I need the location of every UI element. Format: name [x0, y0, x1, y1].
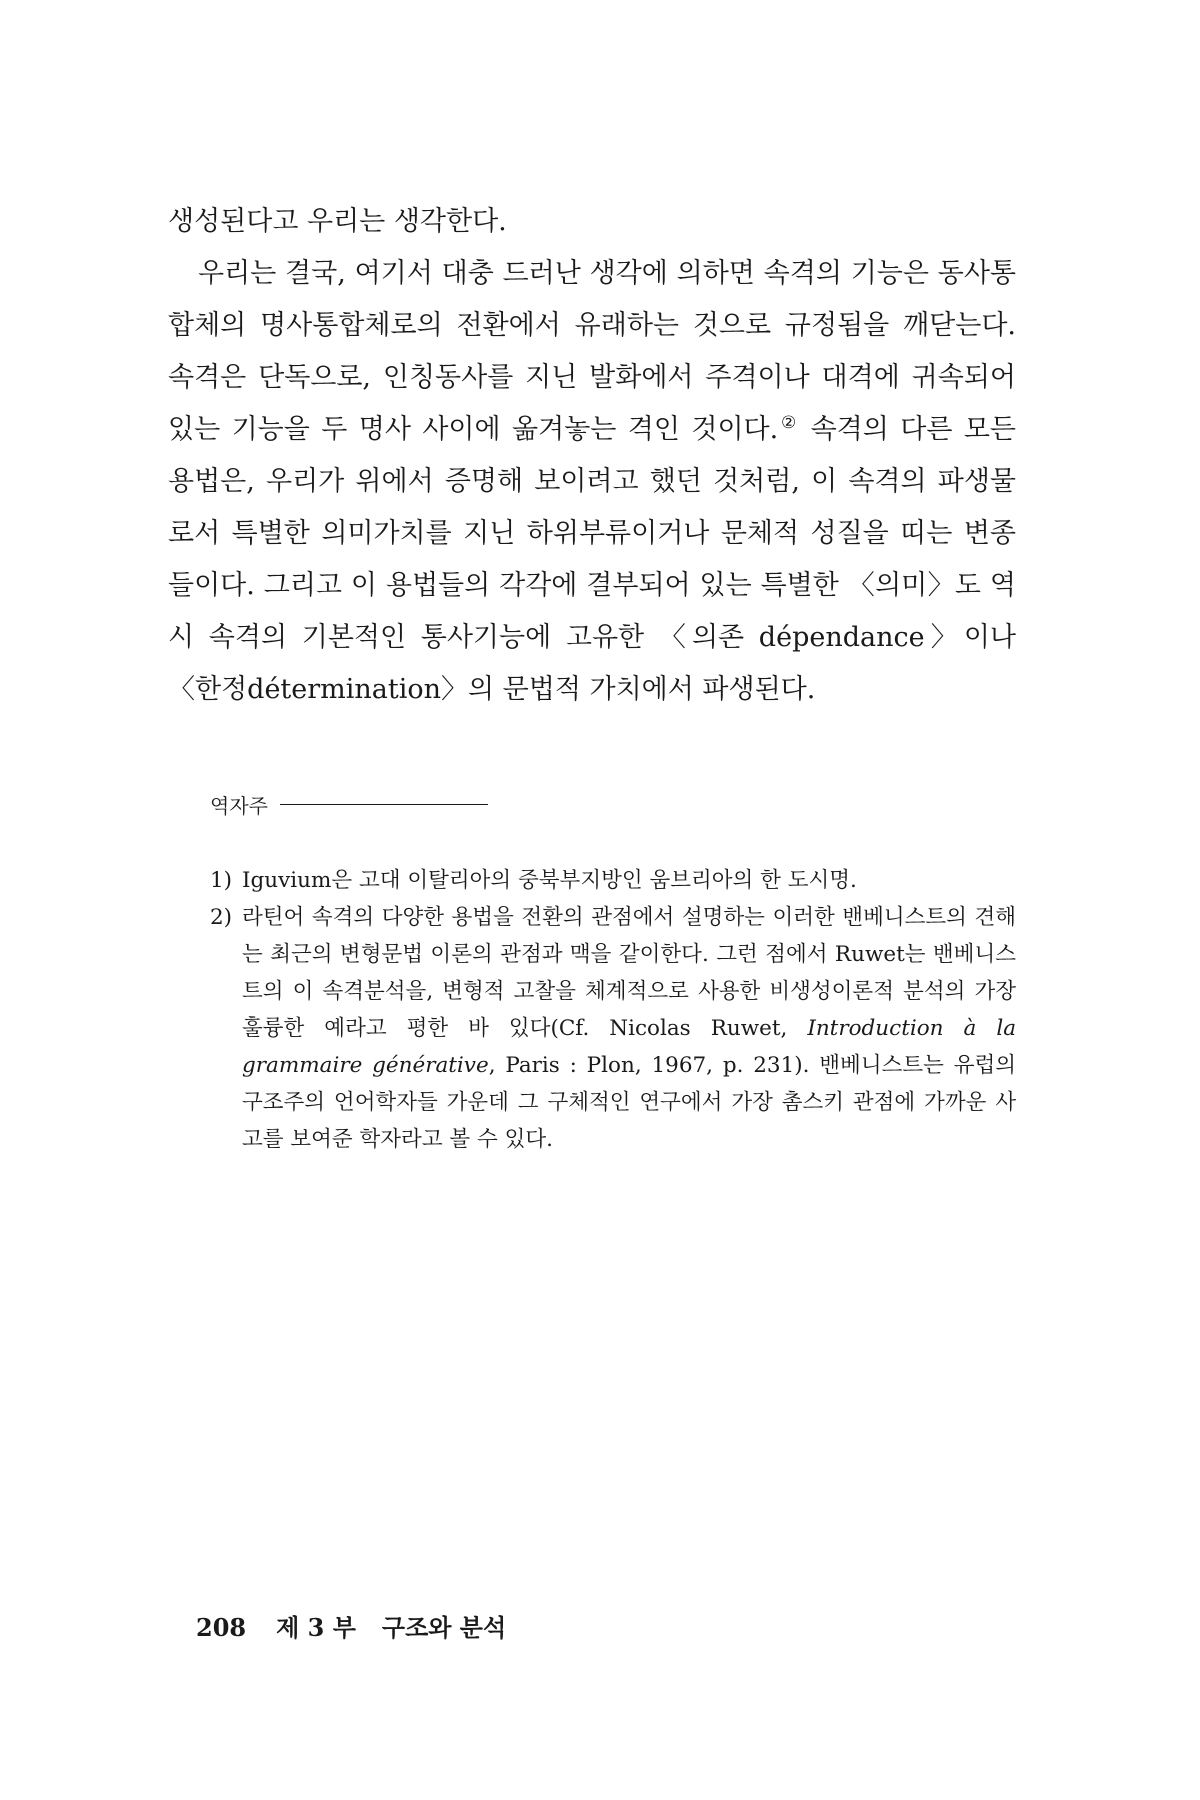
part-label: 제 3 부: [276, 1613, 356, 1642]
translator-notes-heading: [210, 790, 488, 819]
page-number: 208: [196, 1613, 247, 1642]
note-text-part: 라틴어 속격의 다양한 용법을 전환의 관점에서 설명하는 이러한 밴베니스트의 견해는 최근의 변형문법 이론의 관점과 맥을 같이한다. 그런 점에서 Ruwet는 밴베니스트의 이 속격분석을, 변형적 고찰을 체계적으로 사용한 비생성이론적 분석의 가장 훌륭한 예라고 평한 바 있다(Cf. Nicolas Ruwet,: [242, 905, 1016, 1041]
note-text: Iguvium은 고대 이탈리아의 중북부지방인 움브리아의 한 도시명.: [242, 868, 857, 893]
note-number: 2): [210, 905, 233, 930]
note-number: 1): [210, 868, 233, 893]
paragraph-text: 우리는 결국, 여기서 대충 드러난 생각에 의하면 속격의 기능은 동사통합체의 명사통합체로의 전환에서 유래하는 것으로 규정됨을 깨닫는다. 속격은 단독으로, 인칭동사를 지닌 발화에서 주격이나 대격에 귀속되어 있는 기능을 두 명사 사이에 옮겨놓는 격인 것이다.: [168, 258, 1016, 445]
note-text: [242, 899, 1016, 1158]
paragraph-continued: 생성된다고 우리는 생각한다.: [168, 206, 507, 237]
notes-divider: [280, 804, 488, 805]
notes-heading-label: 역자주: [210, 794, 268, 818]
note-text-part: , Paris : Plon, 1967, p. 231). 밴베니스트는 유럽의 구조주의 언어학자들 가운데 그 구체적인 연구에서 가장 촘스키 관점에 가까운 사고를 보여준 학자라고 볼 수 있다.: [242, 1053, 1017, 1152]
section-title: 구조와 분석: [381, 1613, 507, 1642]
main-text: [168, 196, 1016, 716]
paragraph-genitive-function: [168, 248, 1016, 716]
paragraph-text-rest: 속격의 다른 모든 용법은, 우리가 위에서 증명해 보이려고 했던 것처럼, 이 속격의 파생물로서 특별한 의미가치를 지닌 하위부류이거나 문체적 성질을 띠는 변종들이다. 그리고 이 용법들의 각각에 결부되어 있는 특별한 〈의미〉도 역시 속격의 기본적인 통사기능에 고유한 〈의존 dépendance〉이나 〈한정détermination〉의 문법적 가치에서 파생된다.: [168, 414, 1016, 705]
book-title: Introduction à la grammaire générative: [242, 1016, 1017, 1078]
footnote-ref-2: ②: [778, 413, 800, 433]
translator-notes: [210, 862, 1016, 1158]
page-footer: [196, 1608, 506, 1643]
note-item: [210, 899, 1016, 1158]
note-item: [210, 862, 1016, 899]
